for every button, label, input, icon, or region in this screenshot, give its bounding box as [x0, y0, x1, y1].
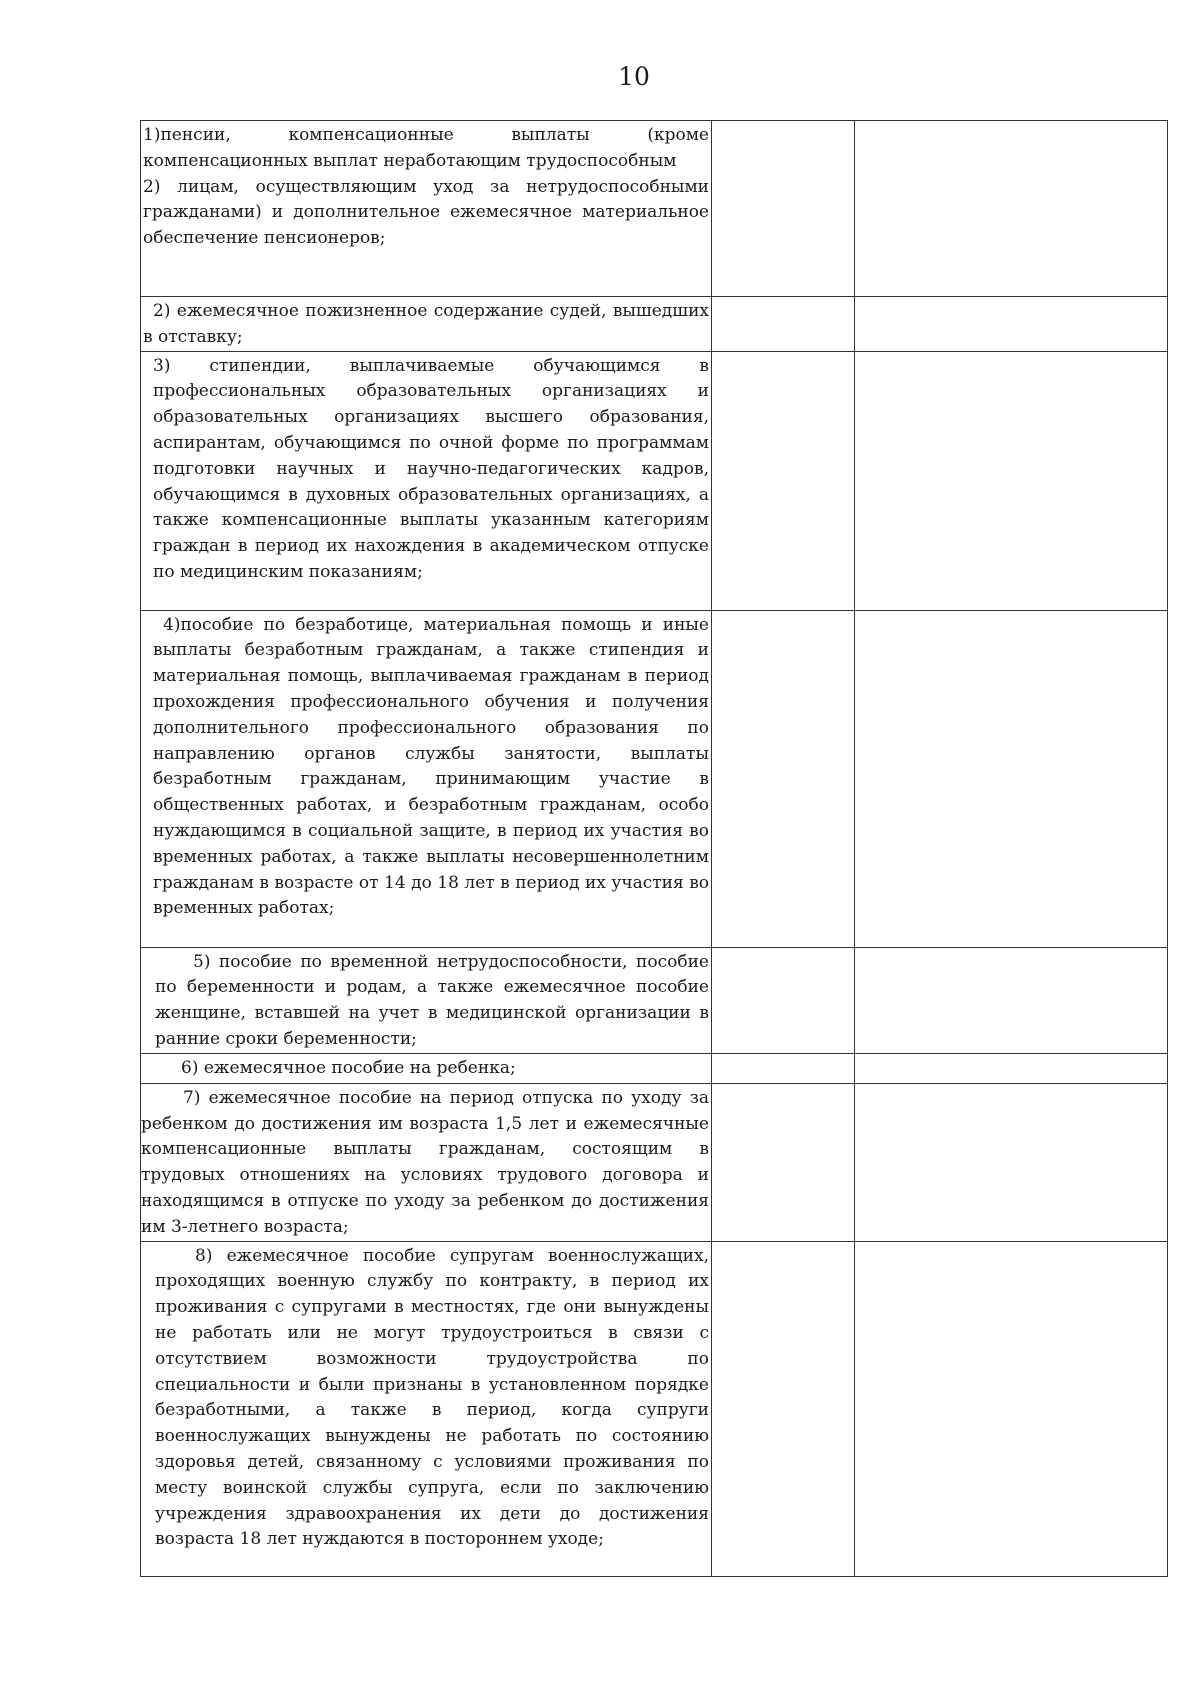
description-cell [141, 1083, 712, 1241]
value-cell [712, 351, 855, 610]
row-text: 2) ежемесячное пожизненное содержание судей, вышедших в отставку; [143, 301, 709, 347]
value-cell [712, 947, 855, 1053]
note-cell [855, 610, 1168, 947]
description-cell [141, 351, 712, 610]
description-cell [141, 610, 712, 947]
description-cell [141, 947, 712, 1053]
value-cell [712, 610, 855, 947]
table-row [141, 121, 1168, 297]
row-text: 1)пенсии, компенсационные выплаты (кроме компенсационных выплат неработающим трудоспособным 2) лицам, осуществляющим уход за нетрудоспособными гражданами) и дополнительное ежемесячное материальное обеспечение пенсионеров; [143, 125, 709, 249]
note-cell [855, 1053, 1168, 1083]
table-row [141, 1053, 1168, 1083]
value-cell [712, 297, 855, 352]
document-table [140, 120, 1168, 1577]
table-row [141, 610, 1168, 947]
description-cell [141, 1053, 712, 1083]
table-row [141, 297, 1168, 352]
row-text: 4)пособие по безработице, материальная помощь и иные выплаты безработным гражданам, а также стипендия и материальная помощь, выплачиваемая гражданам в период прохождения профессионального обучения и получения дополнительного профессионального образования по направлению органов службы занятости, выплаты безработным гражданам, принимающим участие в общественных работах, и безработным гражданам, особо нуждающимся в социальной защите, в период их участия во временных работах, а также выплаты несовершеннолетним гражданам в возрасте от 14 до 18 лет в период их участия во временных работах; [153, 614, 709, 919]
note-cell [855, 121, 1168, 297]
row-text: 7) ежемесячное пособие на период отпуска по уходу за ребенком до достижения им возраста 1,5 лет и ежемесячные компенсационные выплаты гражданам, состоящим в трудовых отношениях на условиях трудового договора и находящимся в отпуске по уходу за ребенком до достижения им 3-летнего возраста; [141, 1087, 709, 1237]
description-cell [141, 297, 712, 352]
note-cell [855, 1241, 1168, 1576]
note-cell [855, 947, 1168, 1053]
row-text: 5) пособие по временной нетрудоспособности, пособие по беременности и родам, а также ежемесячное пособие женщине, вставшей на учет в медицинской организации в ранние сроки беременности; [155, 951, 709, 1049]
note-cell [855, 1083, 1168, 1241]
row-text: 3) стипендии, выплачиваемые обучающимся в профессиональных образовательных организациях и образовательных организациях высшего образования, аспирантам, обучающимся по очной форме по программам подготовки научных и научно-педагогических кадров, обучающимся в духовных образовательных организациях, а также компенсационные выплаты указанным категориям граждан в период их нахождения в академическом отпуске по медицинским показаниям; [153, 355, 709, 582]
page-number: 10 [618, 62, 650, 91]
table-row [141, 1241, 1168, 1576]
note-cell [855, 297, 1168, 352]
description-cell [141, 1241, 712, 1576]
table-row [141, 1083, 1168, 1241]
description-cell [141, 121, 712, 297]
row-text: 6) ежемесячное пособие на ребенка; [181, 1057, 516, 1078]
row-text: 8) ежемесячное пособие супругам военнослужащих, проходящих военную службу по контракту, в период их проживания с супругами в местностях, где они вынуждены не работать или не могут трудоустроиться в связи с отсутствием возможности трудоустройства по специальности и были признаны в установленном порядке безработными, а также в период, когда супруги военнослужащих вынуждены не работать по состоянию здоровья детей, связанному с условиями проживания по месту воинской службы супруга, если по заключению учреждения здравоохранения их дети до достижения возраста 18 лет нуждаются в постороннем уходе; [155, 1245, 709, 1550]
note-cell [855, 351, 1168, 610]
value-cell [712, 1241, 855, 1576]
table-row [141, 947, 1168, 1053]
table-row [141, 351, 1168, 610]
value-cell [712, 121, 855, 297]
value-cell [712, 1083, 855, 1241]
value-cell [712, 1053, 855, 1083]
